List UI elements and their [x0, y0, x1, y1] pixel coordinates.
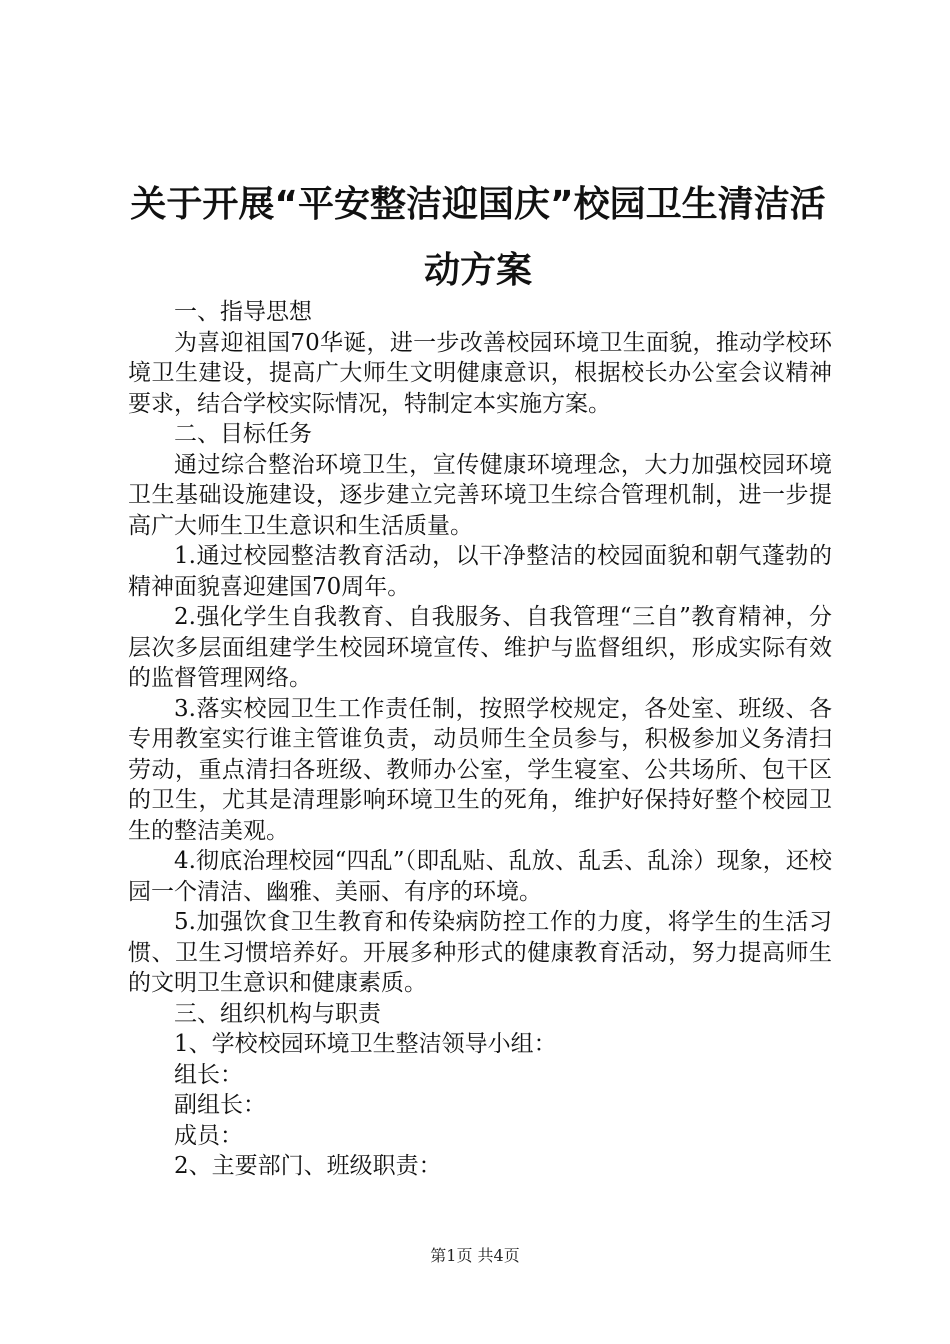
paragraph-department-duties: 2、主要部门、班级职责： [174, 1153, 442, 1179]
section-heading-organization: 三、组织机构与职责 [174, 1000, 381, 1027]
paragraph-leadership-group: 1、学校校园环境卫生整洁领导小组： [174, 1031, 557, 1057]
list-item-4: 4.彻底治理校园“四乱”（即乱贴、乱放、乱丢、乱涂）现象，还校园一个清洁、幽雅、美丽、有序的环境。 [128, 848, 832, 905]
list-item-2: 2.强化学生自我教育、自我服务、自我管理“三自”教育精神，分层次多层面组建学生校园环境宣传、维护与监督组织，形成实际有效的监督管理网络。 [128, 604, 832, 691]
paragraph-group-leader: 组长： [174, 1061, 243, 1088]
list-item-5: 5.加强饮食卫生教育和传染病防控工作的力度，将学生的生活习惯、卫生习惯培养好。开展多种形式的健康教育活动，努力提高师生的文明卫生意识和健康素质。 [128, 909, 832, 996]
paragraph-guiding-ideology: 为喜迎祖国70华诞，进一步改善校园环境卫生面貌，推动学校环境卫生建设，提高广大师生文明健康意识，根据校长办公室会议精神要求，结合学校实际情况，特制定本实施方案。 [128, 329, 832, 417]
page-footer: 第1页 共4页 [430, 1246, 520, 1265]
list-item-1: 1.通过校园整洁教育活动，以干净整洁的校园面貌和朝气蓬勃的精神面貌喜迎建国70周年。 [128, 543, 832, 600]
document-body [128, 297, 832, 1182]
section-heading-objectives: 二、目标任务 [174, 421, 312, 447]
paragraph-deputy-leader: 副组长： [174, 1092, 266, 1118]
list-item-3: 3.落实校园卫生工作责任制，按照学校规定，各处室、班级、各专用教室实行谁主管谁负责，动员师生全员参与，积极参加义务清扫劳动，重点清扫各班级、教师办公室，学生寝室、公共场所、包干区的卫生，尤其是清理影响环境卫生的死角，维护好保持好整个校园卫生的整洁美观。 [128, 695, 832, 844]
section-heading-guiding-ideology: 一、指导思想 [174, 299, 312, 325]
paragraph-members: 成员： [174, 1122, 243, 1149]
document-title: 关于开展“平安整洁迎国庆”校园卫生清洁活动方案 [130, 184, 826, 291]
paragraph-objectives: 通过综合整治环境卫生，宣传健康环境理念，大力加强校园环境卫生基础设施建设，逐步建立完善环境卫生综合管理机制，进一步提高广大师生卫生意识和生活质量。 [128, 451, 832, 539]
